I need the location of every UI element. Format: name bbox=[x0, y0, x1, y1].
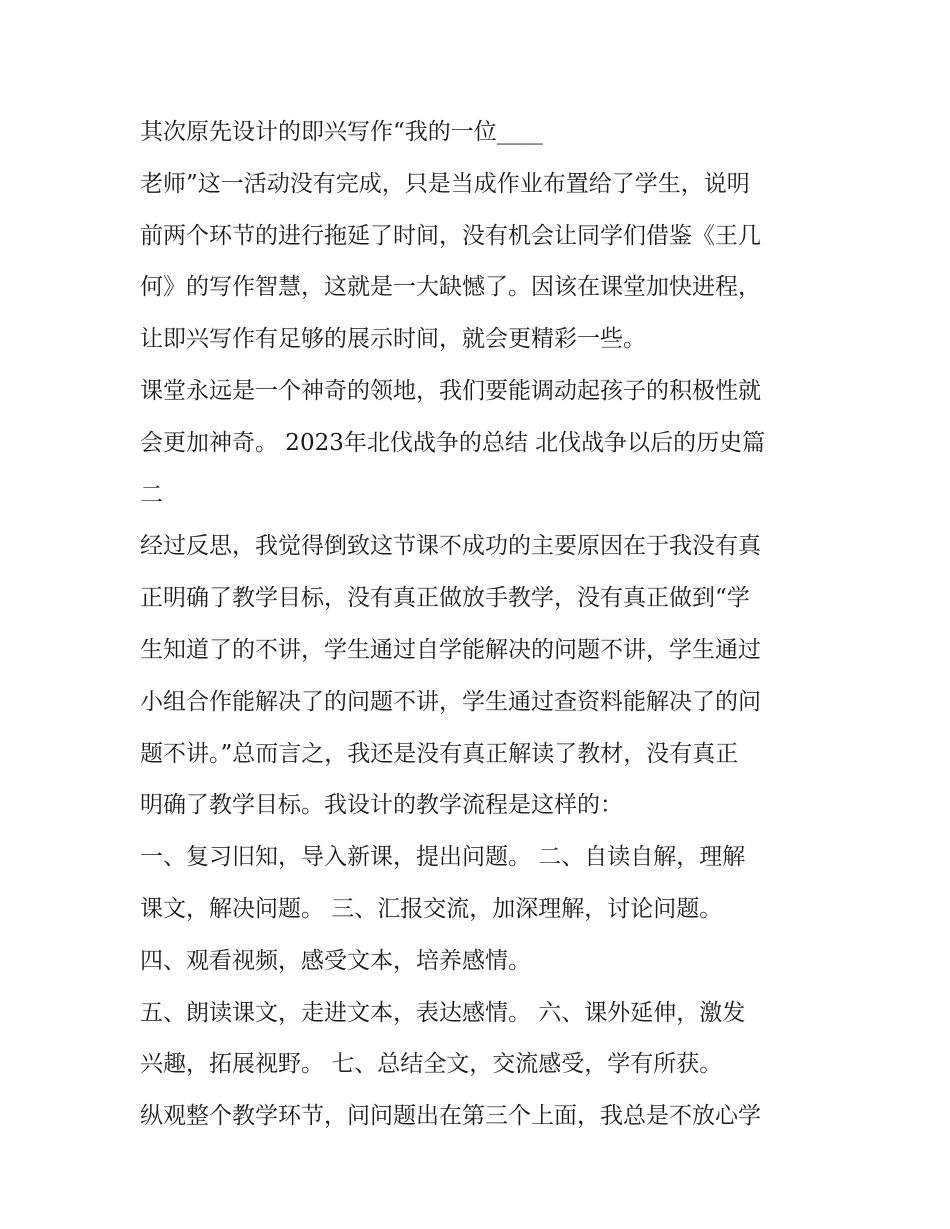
text-line: 兴趣，拓展视野。 七、总结全文，交流感受，学有所获。 bbox=[140, 1051, 723, 1078]
text-line: 前两个环节的进行拖延了时间，没有机会让同学们借鉴《王几 bbox=[140, 222, 761, 249]
text-line: 一、复习旧知，导入新课，提出问题。 二、自读自解，理解 bbox=[140, 844, 746, 871]
text-line: 何》的写作智慧，这就是一大缺憾了。因该在课堂加快进程， bbox=[140, 274, 761, 301]
text-line: 四、观看视频，感受文本，培养感情。 bbox=[140, 947, 531, 974]
text-line: 明确了教学目标。我设计的教学流程是这样的： bbox=[140, 792, 623, 819]
text-line: 会更加神奇。 2023年北伐战争的总结 北伐战争以后的历史篇 bbox=[140, 429, 766, 456]
text-line: 经过反思，我觉得倒致这节课不成功的主要原因在于我没有真 bbox=[140, 533, 761, 560]
text-line: 五、朗读课文，走进文本，表达感情。 六、课外延伸，激发 bbox=[140, 999, 746, 1026]
text-line: 生知道了的不讲，学生通过自学能解决的问题不讲，学生通过 bbox=[140, 636, 761, 663]
text-line: 课文，解决问题。 三、汇报交流，加深理解，讨论问题。 bbox=[140, 895, 723, 922]
text-line: 二 bbox=[140, 481, 163, 508]
text-line: 纵观整个教学环节，问问题出在第三个上面，我总是不放心学 bbox=[140, 1103, 761, 1130]
text-line: 题不讲。”总而言之，我还是没有真正解读了教材，没有真正 bbox=[140, 740, 739, 767]
text-line: 小组合作能解决了的问题不讲，学生通过查资料能解决了的问 bbox=[140, 688, 761, 715]
body-text bbox=[140, 107, 820, 1143]
text-line: 让即兴写作有足够的展示时间，就会更精彩一些。 bbox=[140, 326, 646, 353]
text-line: 正明确了教学目标，没有真正做放手教学，没有真正做到“学 bbox=[140, 585, 750, 612]
text-line: 课堂永远是一个神奇的领地，我们要能调动起孩子的积极性就 bbox=[140, 377, 761, 404]
text-line: 其次原先设计的即兴写作“我的一位____ bbox=[140, 119, 543, 145]
text-line: 老师”这一活动没有完成，只是当成作业布置给了学生，说明 bbox=[140, 170, 750, 197]
